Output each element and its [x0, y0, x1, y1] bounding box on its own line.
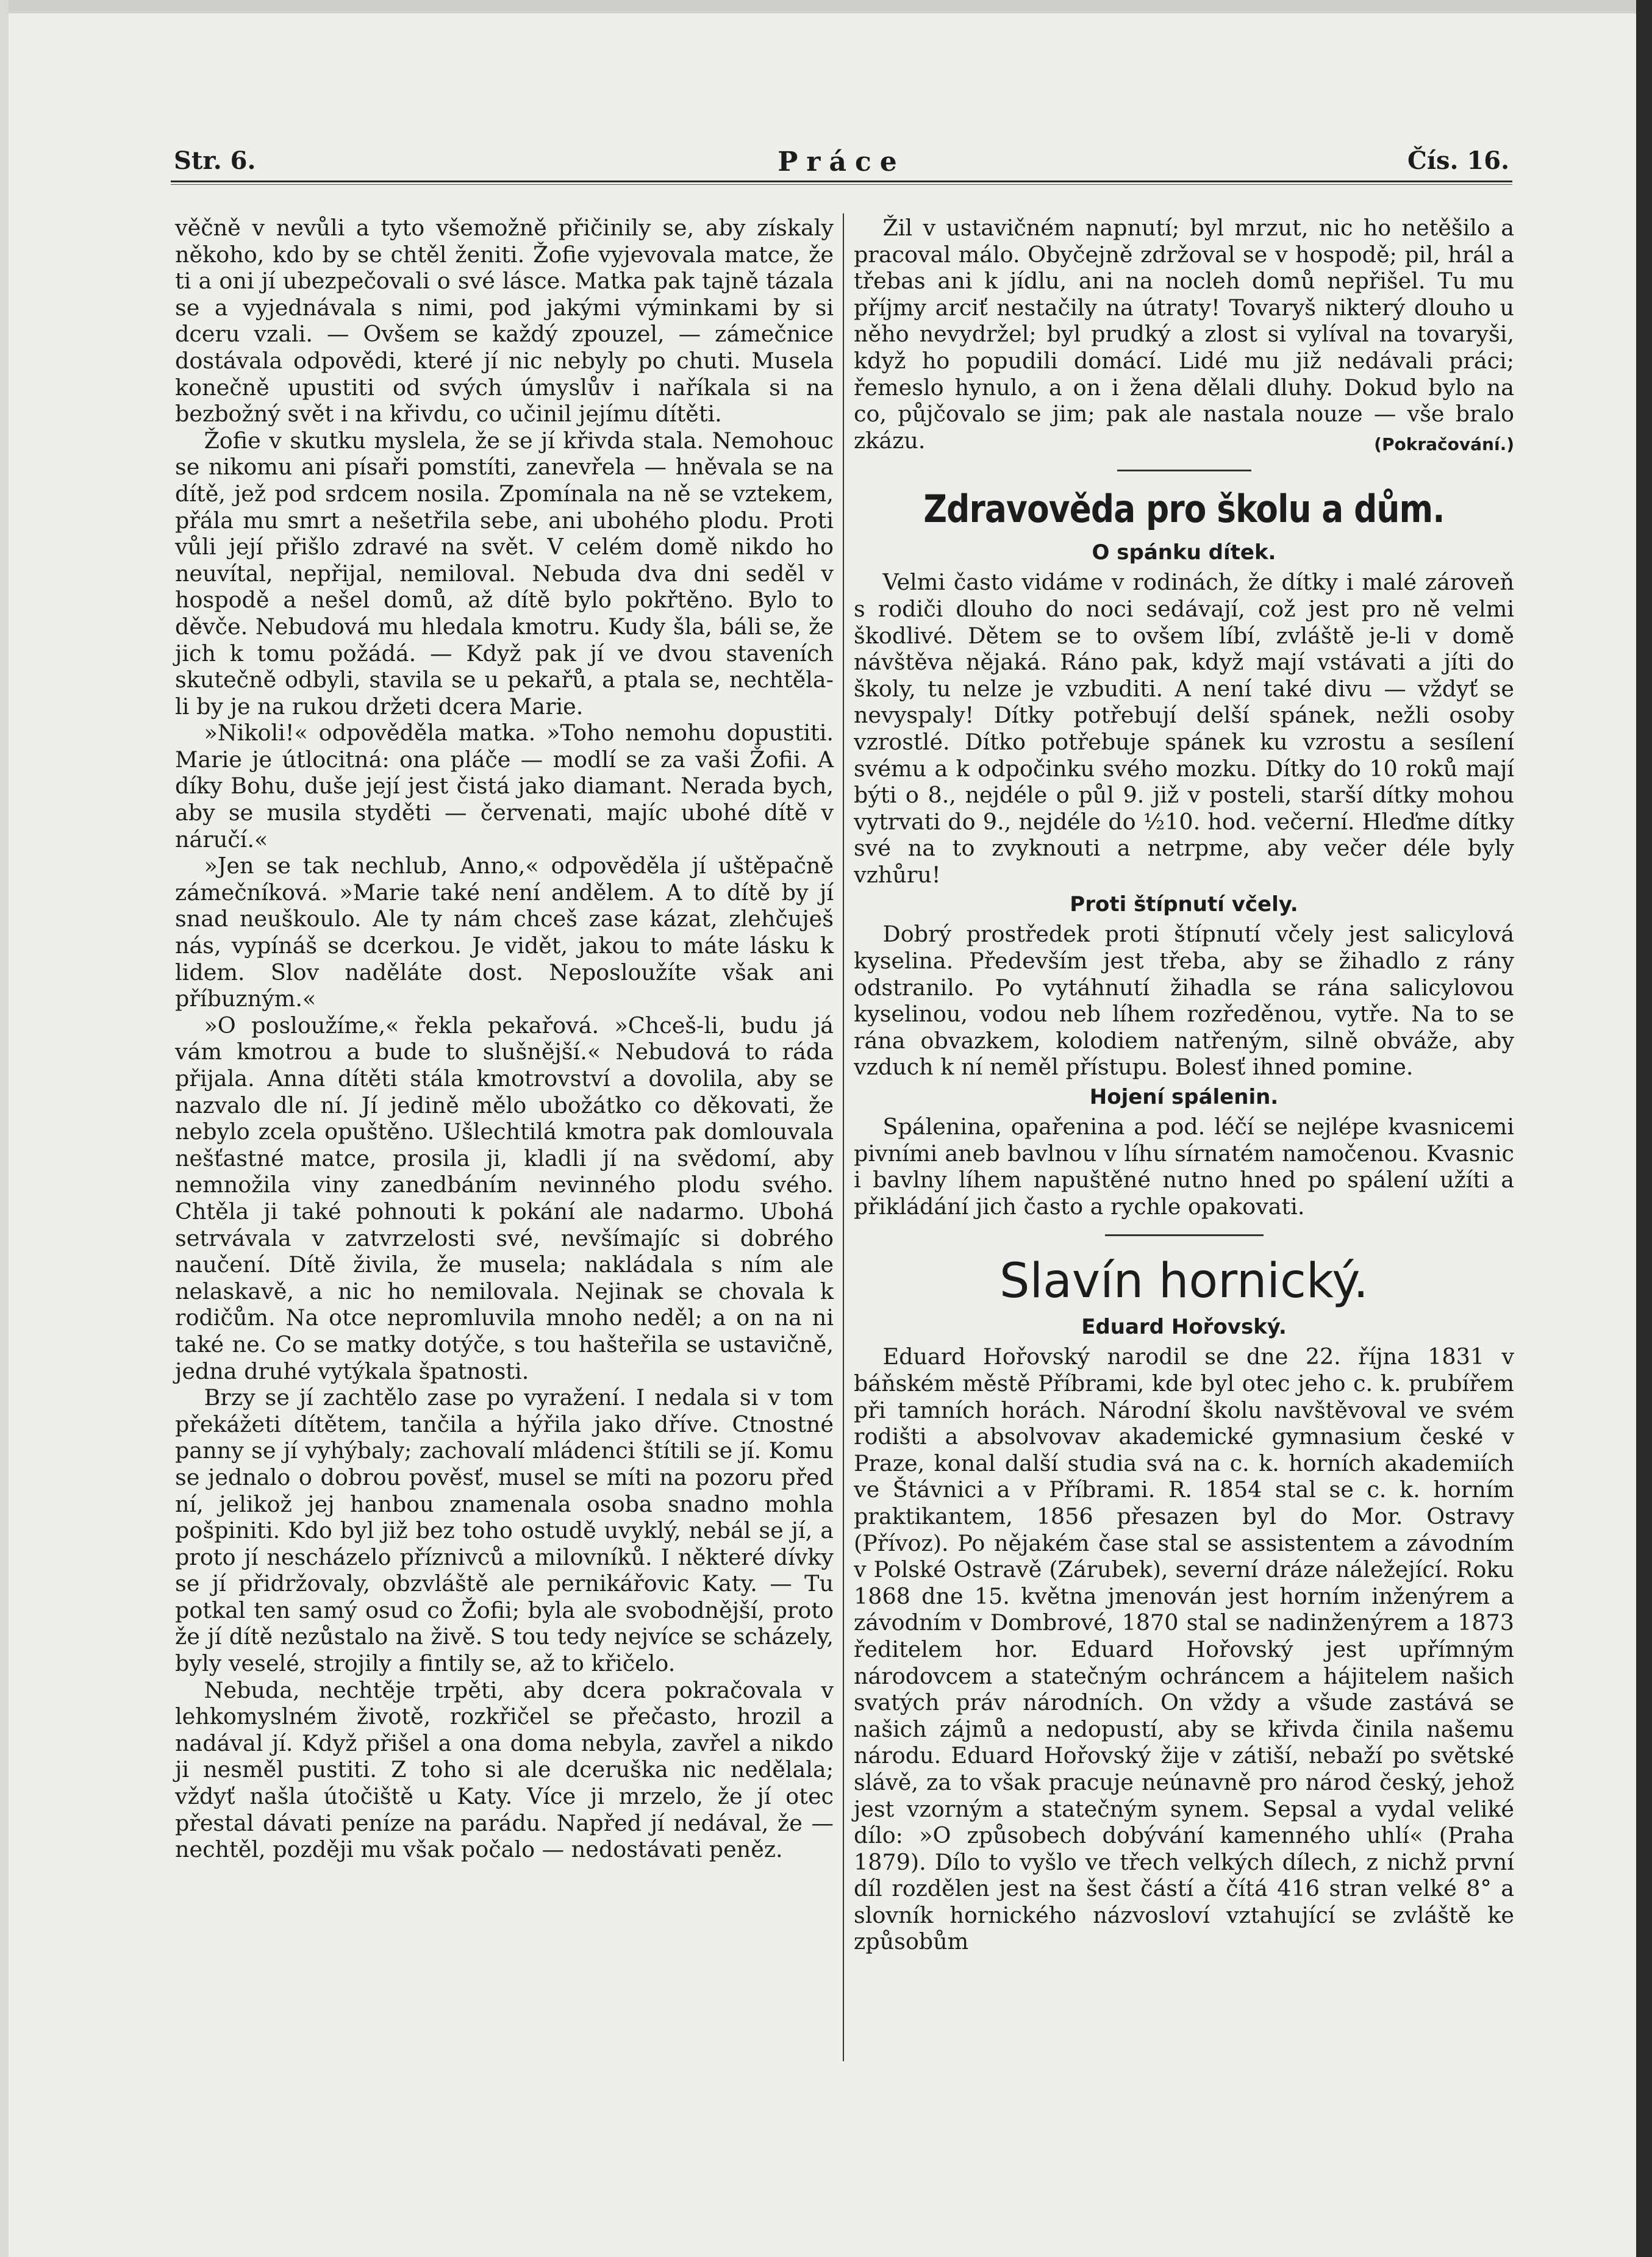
right-column — [854, 215, 1514, 1955]
page-header — [174, 146, 1509, 183]
health-section-title: Zdravověda pro školu a dům. — [923, 487, 1445, 532]
continued-note: (Pokračování.) — [1374, 434, 1514, 454]
column-divider — [843, 213, 844, 2061]
scan-edge-left — [0, 0, 9, 2257]
subsection-heading: Proti štípnutí včely. — [1070, 892, 1298, 917]
scan-edge-top — [0, 0, 1652, 13]
left-column — [175, 215, 834, 1863]
story-paragraph — [854, 215, 1514, 454]
slavin-section-title: Slavín hornický. — [999, 1254, 1369, 1309]
header-rule — [171, 181, 1512, 185]
story-paragraph: věčně v nevůli a tyto všemožně přičinily se, aby získaly někoho, kdo by se chtěl ženiti. Žofie vyjevovala matce, že ti a oni jí ubezpečovali o své lásce. Matka pak tajně tázala se a vyjednávala s nimi, pod jakými výminkami by si dceru vzali. — Ovšem se každý zpouzel, — zámečnice dostávala odpovědi, které jí nic nebyly po chuti. Musela konečně upustiti od svých úmyslův i naříkala si na bezbožný svět i na křivdu, co učinil jejímu dítěti. — [175, 215, 834, 427]
page-number: Str. 6. — [174, 146, 256, 175]
story-paragraph: »Nikoli!« odpověděla matka. »Toho nemohu dopustiti. Marie je útlocitná: ona pláče — modlí se za vaši Žofii. A díky Bohu, duše její jest čistá jako diamant. Nerada bych, aby se musila styděti — červenati, majíc ubohé dítě v náručí.« — [175, 720, 834, 853]
slavin-paragraph: Eduard Hořovský narodil se dne 22. října 1831 v báňském městě Příbrami, kde byl otec jeho c. k. prubířem při tamních horách. Národní školu navštěvoval ve svém rodišti a absolvovav akademické gymnasium české v Praze, konal další studia svá na c. k. horních akademiích ve Štávnici a v Příbrami. R. 1854 stal se c. k. horním praktikantem, 1856 přesazen byl do Mor. Ostravy (Přívoz). Po nějakém čase stal se assistentem a závodním v Polské Ostravě (Zárubek), severní dráze náležející. Roku 1868 dne 15. května jmenován jest horním inženýrem a závodním v Dombrové, 1870 stal se nadinženýrem a 1873 ředitelem hor. Eduard Hořovský jest upřímným národovcem a statečným ochráncem a hájitelem našich svatých práv národních. On vždy a všude zastává se našich zájmů a nedopustí, aby se křivda činila našemu národu. Eduard Hořovský žije v zátiší, nebaží po světské slávě, za to však pracuje neúnavně pro národ český, jehož jest vzorným a statečným synem. Sepsal a vydal veliké dílo: »O způsobech dobývání kamenného uhlí« (Praha 1879). Dílo to vyšlo ve třech velkých dílech, z nichž první díl rozdělen jest na šest částí a čítá 416 stran velké 8° a slovník hornického názvosloví vztahující se zvláště ke způsobům — [854, 1343, 1514, 1955]
story-paragraph: »Jen se tak nechlub, Anno,« odpověděla jí uštěpačně zámečníková. »Marie také není andělem. A to dítě by jí snad neuškoulo. Ale ty nám chceš zase kázat, zlehčuješ nás, vypínáš se dcerkou. Je vidět, jakou to máte lásku k lidem. Slov naděláte dost. Neposloužíte však ani příbuzným.« — [175, 853, 834, 1012]
section-divider — [1117, 470, 1251, 471]
story-paragraph: »O posloužíme,« řekla pekařová. »Chceš-li, budu já vám kmotrou a bude to slušnější.« Nebudová to ráda přijala. Anna dítěti stála kmotrovství a dovolila, aby se nazvalo dle ní. Jí jedině mělo ubožátko co děkovati, že nebylo zcela opuštěno. Ušlechtilá kmotra pak domlouvala nešťastné matce, prosila ji, kladli jí na svědomí, aby nemnožila viny zanedbáním nevinného plodu svého. Chtěla ji také pohnouti k pokání ale nadarmo. Ubohá setrvávala v zatvrzelosti své, nevšímajíc si dobrého naučení. Dítě živila, že musela; nakládala s ním ale nelaskavě, a nic ho nemilovala. Nejinak se chovala k rodičům. Na otce nepromluvila mnoho neděl; a on na ni také ne. Co se matky dotýče, s tou hašteřila se ustavičně, jedna druhé vytýkala špatnosti. — [175, 1012, 834, 1384]
story-paragraph: Žofie v skutku myslela, že se jí křivda stala. Nemohouc se nikomu ani písaři pomstíti, zanevřela — hněvala se na dítě, jež pod srdcem nosila. Zpomínala na ně se vztekem, přála mu smrt a nešetřila sebe, ani ubohého plodu. Proti vůli její přišlo zdravé na svět. V celém domě nikdo ho neuvítal, nepřijal, nemiloval. Nebuda dva dni seděl v hospodě a nešel domů, až dítě bylo pokřtěno. Bylo to děvče. Nebudová mu hledala kmotru. Kudy šla, báli se, že jich k tomu požádá. — Když pak jí ve dvou staveních skutečně odbyli, stavila se u pekařů, a ptala se, nechtěla-li by je na rukou držeti dcera Marie. — [175, 427, 834, 720]
section-divider — [1105, 1234, 1264, 1236]
masthead-title: Práce — [778, 146, 906, 177]
scan-edge-right — [1636, 0, 1652, 2257]
story-paragraph: Brzy se jí zachtělo zase po vyražení. I nedala si v tom překážeti dítětem, tančila a hýřila jako dříve. Ctnostné panny se jí vyhýbaly; zachovalí mládenci štítili se jí. Komu se jednalo o dobrou pověsť, musel se míti na pozoru před ní, jelikož jej hanbou znamenala osoba snadno mohla pošpiniti. Kdo byl již bez toho ostudě uvyklý, nebál se jí, a proto jí nescházelo příznivců a milovníků. I některé dívky se jí přidržovaly, obzvláště ale pernikářovic Katy. — Tu potkal ten samý osud co Žofii; byla ale svobodnější, proto že jí dítě nezůstalo na živě. S tou tedy nejvíce se scházely, byly veselé, strojily a fintily se, až to křičelo. — [175, 1384, 834, 1677]
health-paragraph: Velmi často vidáme v rodinách, že dítky i malé zároveň s rodiči dlouho do noci sedávají, což jest pro ně velmi škodlivé. Dětem se to ovšem líbí, zvláště je-li v domě návštěva nějaká. Ráno pak, když mají vstávati a jíti do školy, tu nelze je vzbuditi. A není také divu — vždyť se nevyspaly! Dítky potřebují delší spánek, nežli osoby vzrostlé. Dítko potřebuje spánek ku vzrostu a sesílení svému a k odpočinku svého mozku. Dítky do 10 roků mají býti o 8., nejdéle o půl 9. již v posteli, starší dítky mohou vytrvati do 9., nejdéle do ½10. hod. večerní. Hleďme dítky své na to zvyknouti a netrpme, aby večer déle byly vzhůru! — [854, 569, 1514, 888]
health-paragraph: Spálenina, opařenina a pod. léčí se nejlépe kvasnicemi pivními aneb bavlnou v líhu sírnatém namočenou. Kvasnic i bavlny líhem napuštěné nutno hned po spálení užíti a přikládání jich často a rychle opakovati. — [854, 1114, 1514, 1220]
subsection-heading: Hojení spálenin. — [1089, 1085, 1279, 1110]
story-end-text: Žil v ustavičném napnutí; byl mrzut, nic ho netěšilo a pracoval málo. Obyčejně zdržoval se v hospodě; pil, hrál a třebas ani k jídlu, ani na nocleh domů nepřišel. Tu mu příjmy arciť nestačily na útraty! Tovaryš nikterý dlouho u něho nevydržel; byl prudký a zlost si vylíval na tovaryši, když ho popudili domácí. Lidé mu již nedávali práci; řemeslo hynulo, a on i žena dělali dluhy. Dokud bylo na co, půjčovalo se jim; pak ale nastala nouze — vše bralo zkázu. — [854, 215, 1514, 454]
issue-number: Čís. 16. — [1407, 146, 1509, 175]
subsection-heading: O spánku dítek. — [1092, 540, 1276, 565]
slavin-subtitle: Eduard Hořovský. — [1081, 1315, 1287, 1340]
health-paragraph: Dobrý prostředek proti štípnutí včely jest salicylová kyselina. Především jest třeba, aby se žihadlo z rány odstranilo. Po vytáhnutí žihadla se rána salicylovou kyselinou, vodou neb líhem rozředěnou, vytře. Na to se rána obvazkem, kolodiem natřeným, silně obváže, aby vzduch k ní neměl přístupu. Bolesť ihned pomine. — [854, 921, 1514, 1081]
story-paragraph: Nebuda, nechtěje trpěti, aby dcera pokračovala v lehkomyslném životě, rozkřičel se přečasto, hrozil a nadával jí. Když přišel a ona doma nebyla, zavřel a nikdo ji nesměl pustiti. Z toho si ale dceruška nic nedělala; vždyť našla útočiště u Katy. Více ji mrzelo, že jí otec přestal dávati peníze na parádu. Napřed jí nedával, že — nechtěl, později mu však počalo — nedostávati peněz. — [175, 1676, 834, 1863]
